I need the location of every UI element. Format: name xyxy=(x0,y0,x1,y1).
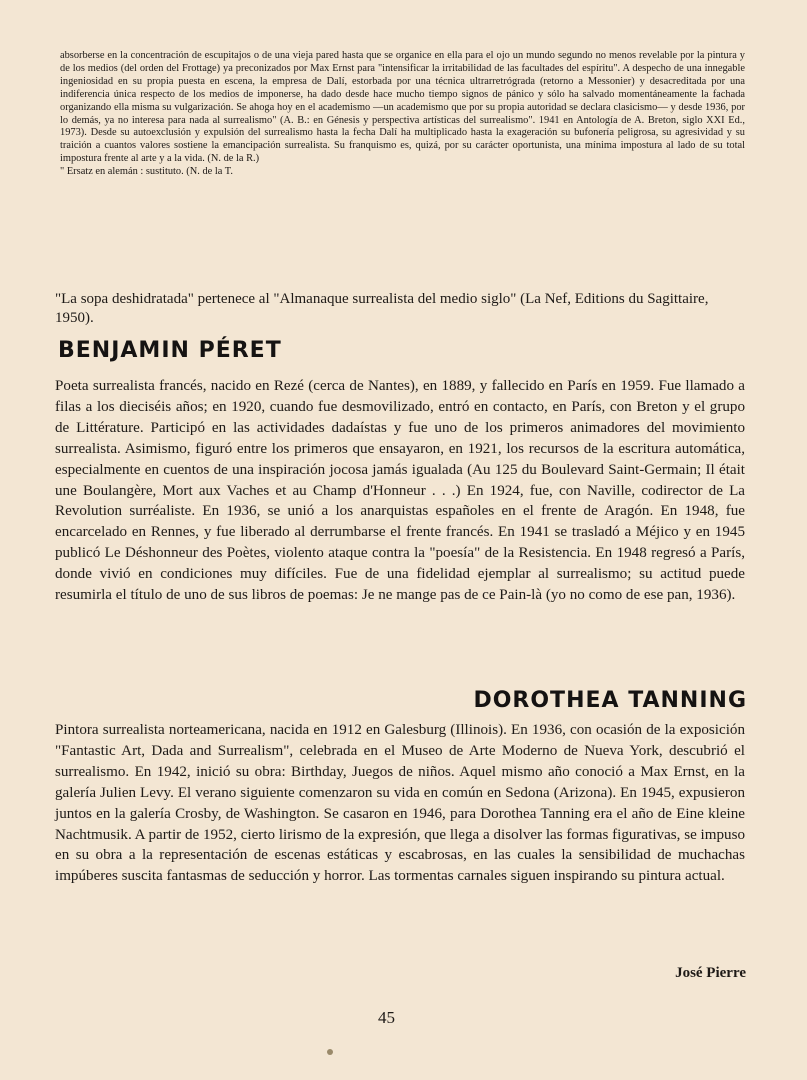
footnote-ersatz: " Ersatz en alemán : sustituto. (N. de la T. xyxy=(60,166,233,178)
paragraph-peret: Poeta surrealista francés, nacido en Rezé (cerca de Nantes), en 1889, y fallecido en París en 1959. Fue llamado a filas a los dieciséis años; en 1920, cuando fue desmovilizado, entró en contacto, en París, con Breton y el grupo de Littérature. Participó en las actividades dadaístas y fue uno de los primeros animadores del movimiento surrealista. Asimismo, figuró entre los primeros que ensayaron, en 1921, los recursos de la escritura automática, especialmente en cuentos de una inspiración jocosa jamás igualada (Au 125 du Boulevard Saint-Germain; Il était une Boulangère, Mort aux Vaches et au Champ d'Honneur . . .) En 1924, fue, con Naville, codirector de La Revolution surréaliste. En 1936, se unió a los anarquistas españoles en el frente de Aragón. En 1948, fue encarcelado en Rennes, y fue liberado al derrumbarse el frente francés. En 1941 se trasladó a Méjico y en 1945 publicó Le Déshonneur des Poètes, violento ataque contra la "poesía" de la Resistencia. En 1948 regresó a París, donde vivió en condiciones muy difíciles. Fue de una fidelidad ejemplar al surrealismo; su actitud puede resumirla el título de uno de sus libros de poemas: Je ne mange pas de ce Pain-là (yo no como de ese pan, 1936). xyxy=(55,378,745,604)
heading-benjamin-peret: BENJAMIN PÉRET xyxy=(58,338,282,363)
caption: "La sopa deshidratada" pertenece al "Almanaque surrealista del medio siglo" (La Nef, Editions du Sagittaire, 1950). xyxy=(55,291,709,326)
ink-spot xyxy=(327,1049,333,1055)
body-dorothea-tanning xyxy=(55,720,745,887)
heading-dorothea-tanning: DOROTHEA TANNING xyxy=(473,688,747,713)
footnote-text: absorberse en la concentración de escupitajos o de una vieja pared hasta que se organice en ella para el ojo un mundo segundo no menos revelable por la pintura y de los medios (del orden del Frottage) ya preconizados por Max Ernst para "intensificar la irritabilidad de las facultades del espíritu". A despecho de una innegable ingeniosidad en su propia puesta en escena, la empresa de Dalí, estorbada por una técnica ultrarretrógrada (retorno a Messonier) y desacreditada por una indiferencia única respecto de los medios de imponerse, ha dado desde hace mucho tiempo signos de pánico y sólo ha salvado momentáneamente la fachada organizando ella misma su vulgarización. Se ahoga hoy en el academismo —un academismo que por su propia autoridad se declara clasicismo— y desde 1936, por lo demás, ya no interesa para nada al surrealismo" (A. B.: en Génesis y perspectiva artísticas del surrealismo". 1941 en Antología de A. Breton, siglo XXI Ed., 1973). Desde su autoexclusión y expulsión del surrealismo hasta la fecha Dalí ha multiplicado hasta la exageración su bufonería peligrosa, su agresividad y su traición a cuantos valores sostiene la emancipación surrealista. Su franquismo es, quizá, por su carácter oportunista, una mínima impostura al lado de su total impostura frente al arte y a la vida. (N. de la R.) xyxy=(60,50,745,165)
footnotes xyxy=(60,50,745,179)
author-signature: José Pierre xyxy=(675,965,746,981)
paragraph-tanning: Pintora surrealista norteamericana, nacida en 1912 en Galesburg (Illinois). En 1936, con ocasión de la exposición "Fantastic Art, Dada and Surrealism", celebrada en el Museo de Arte Moderno de Nueva York, descubrió el surrealismo. En 1942, inició su obra: Birthday, Juegos de niños. Aquel mismo año conoció a Max Ernst, en la galería Julien Levy. El verano siguiente comenzaron su vida en común en Sedona (Arizona). En 1945, expusieron juntos en la galería Crosby, de Washington. Se casaron en 1946, para Dorothea Tanning era el año de Eine kleine Nachtmusik. A partir de 1952, cierto lirismo de la expresión, que llega a disolver las formas figurativas, se impuso en su obra a la representación de escenas estáticas y escabrosas, en las cuales la sensibilidad de muchachas impúberes suscita fantasmas de seducción y horror. Las tormentas carnales siguen inspirando su pintura actual. xyxy=(55,722,745,885)
page-number: 45 xyxy=(378,1008,395,1027)
body-benjamin-peret xyxy=(55,376,745,606)
